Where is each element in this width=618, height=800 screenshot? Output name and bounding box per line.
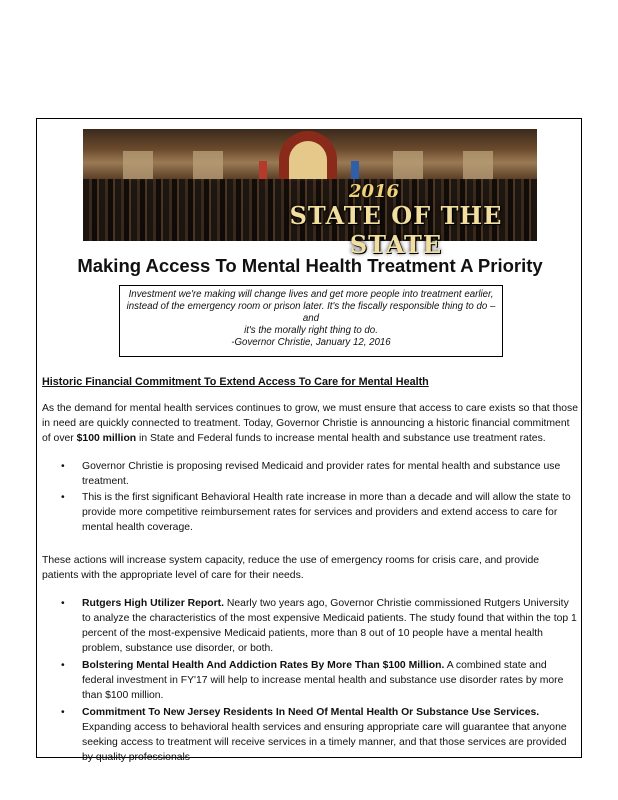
quote-line: Investment we're making will change lives and get more people into treatment earlier, xyxy=(128,289,494,300)
intro-text-end: in State and Federal funds to increase mental health and substance use treatment rates. xyxy=(136,433,546,444)
list-item-text: This is the first significant Behavioral Health rate increase in more than a decade and will allow the state to provide more competitive reimbursement rates for services and providers and extend access to care for mental health coverage. xyxy=(82,492,571,533)
list-item xyxy=(37,490,577,535)
list-item xyxy=(37,596,577,656)
intro-paragraph xyxy=(42,401,578,446)
list-item-heading: Bolstering Mental Health And Addiction Rates By More Than $100 Million. xyxy=(82,660,445,671)
list-item-text: Governor Christie is proposing revised Medicaid and provider rates for mental health and substance use treatment. xyxy=(82,461,561,487)
list-item-heading: Commitment To New Jersey Residents In Need Of Mental Health Or Substance Use Services. xyxy=(82,707,540,718)
list-item xyxy=(37,705,577,765)
list-item-text: A combined state and federal investment in FY'17 will help to increase mental health and substance use disorder rates by more than $100 million. xyxy=(82,660,564,701)
banner-window xyxy=(123,151,153,181)
page-title: Making Access To Mental Health Treatment A Priority xyxy=(77,255,543,276)
quote-attribution: -Governor Christie, January 12, 2016 xyxy=(231,337,391,348)
bullet-icon: • xyxy=(61,492,65,503)
bullet-list-highlights xyxy=(37,596,577,767)
intro-amount: $100 million xyxy=(76,433,137,444)
banner-arch-inner xyxy=(289,141,327,181)
bullet-icon: • xyxy=(61,598,65,609)
capacity-paragraph: These actions will increase system capacity, reduce the use of emergency rooms for crisis care, and provide patients with the appropriate level of care for their needs. xyxy=(42,555,540,581)
state-of-the-state-banner xyxy=(83,129,537,259)
intro-text: As the demand for mental health services continues to grow, we must ensure that access to care exists so that those in need are quickly connected to treatment. Today, Governor Christie is announcing a historic financial commitment of over xyxy=(42,403,578,444)
list-item-text: Nearly two years ago, Governor Christie commissioned Rutgers University to analyze the characteristics of the most expensive Medicaid patients. The study found that within the top 1 percent of the most-expensive Medicaid patients, more than 8 out of 10 people have a mental health problem, substance use disorder, or both. xyxy=(82,598,577,654)
quote-line: it's the morally right thing to do. xyxy=(244,325,378,336)
bullet-list-proposals xyxy=(37,459,577,536)
section-title: Historic Financial Commitment To Extend Access To Care for Mental Health xyxy=(42,376,429,388)
list-item xyxy=(37,658,577,703)
bullet-icon: • xyxy=(61,707,65,718)
list-item xyxy=(37,459,577,489)
list-item-text: Expanding access to behavioral health services and ensuring appropriate care will guarantee that anyone seeking access to treatment will receive services in a timely manner, and that those services are provided by quality professionals xyxy=(82,722,567,763)
bullet-icon: • xyxy=(61,461,65,472)
bullet-icon: • xyxy=(61,660,65,671)
quote-box xyxy=(119,285,503,357)
banner-title: STATE OF THE STATE xyxy=(289,201,503,259)
banner-window xyxy=(463,151,493,181)
banner-window xyxy=(193,151,223,181)
banner-year: 2016 xyxy=(348,181,400,202)
quote-line: instead of the emergency room or prison later. It's the fiscally responsible thing to do – and xyxy=(126,301,496,324)
document-frame xyxy=(36,118,582,763)
banner-window xyxy=(393,151,423,181)
list-item-heading: Rutgers High Utilizer Report. xyxy=(82,598,225,609)
